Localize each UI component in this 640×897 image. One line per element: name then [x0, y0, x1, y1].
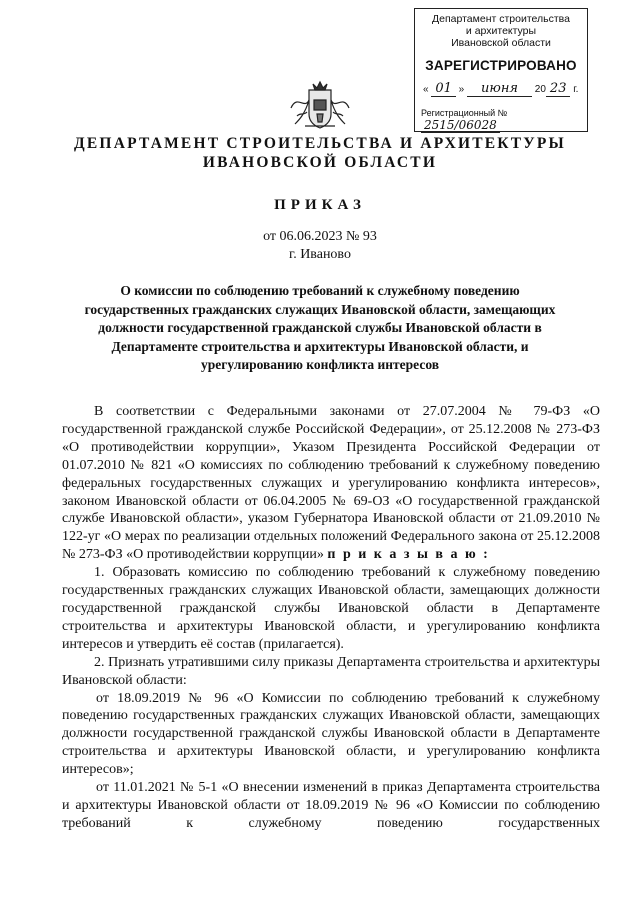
item-2: 2. Признать утратившими силу приказы Департамента строительства и архитектуры Ивановской области:: [62, 654, 600, 688]
stamp-date-day: 01: [431, 81, 456, 97]
order-title: О комиссии по соблюдению требований к служебному поведению государственных гражданских служащих Ивановской области, замещающих должности государственной гражданской службы Ивановской области в Департаменте строительства и архитектуры Ивановской области, и урегулированию конфликта интересов: [84, 283, 556, 372]
stamp-reg-label: Регистрационный №: [421, 108, 508, 118]
stamp-date-suffix: г.: [573, 84, 579, 95]
stamp-registered-label: ЗАРЕГИСТРИРОВАНО: [425, 58, 577, 73]
stamp-reg-value: 2515/06028: [421, 118, 500, 133]
stamp-organization: [415, 13, 587, 49]
order-body: [62, 403, 600, 833]
item-1: 1. Образовать комиссию по соблюдению требований к служебному поведению государственных гражданских служащих Ивановской области, замещающих должности государственной гражданской службы Ивановской области в Департаменте строительства и архитектуры Ивановской области, и урегулированию конфликта интересов и утвердить её состав (прилагается).: [62, 565, 600, 652]
stamp-date-open: «: [423, 84, 429, 95]
order-date-number: от 06.06.2023 № 93: [263, 229, 377, 244]
stamp-date: [423, 81, 581, 96]
preamble: [62, 403, 600, 564]
item-2b: от 11.01.2021 № 5-1 «О внесении изменений в приказ Департамента строительства и архитектуры Ивановской области от 18.09.2019 № 96 «О Комиссии по соблюдению требований к служебному поведению государственных: [62, 780, 600, 831]
stamp-date-year-prefix: 20: [534, 84, 546, 95]
coat-of-arms-icon: [287, 80, 353, 132]
stamp-reg-number: [421, 108, 583, 132]
preamble-text: В соответствии с Федеральными законами от 27.07.2004 № 79-ФЗ «О государственной гражданской службе Российской Федерации», от 25.12.2008 № 273-ФЗ «О противодействии коррупции», Указом Президента Российской Федерации от 01.07.2010 № 821 «О комиссиях по соблюдению требований к служебному поведению федеральных государственных служащих и урегулированию конфликта интересов», законом Ивановской области от 06.04.2005 № 69-ОЗ «О государственной гражданской службе Ивановской области», указом Губернатора Ивановской области от 21.09.2010 № 122-уг «О мерах по реализации отдельных положений Федерального закона от 25.12.2008 № 273-ФЗ «О противодействии коррупции»: [62, 404, 600, 563]
item-2a: от 18.09.2019 № 96 «О Комиссии по соблюдению требований к служебному поведению государственных гражданских служащих Ивановской области, замещающих должности государственной гражданской службы Ивановской области в Департаменте строительства и архитектуры Ивановской области, и урегулированию конфликта интересов»;: [62, 690, 600, 778]
stamp-org-line: Департамент строительства: [432, 13, 570, 25]
document-type: ПРИКАЗ: [274, 197, 366, 213]
stamp-date-mid: »: [458, 84, 465, 95]
city: г. Иваново: [289, 247, 351, 262]
stamp-org-line: и архитектуры: [465, 25, 537, 37]
stamp-org-line: Ивановской области: [451, 37, 551, 49]
stamp-date-year: 23: [546, 81, 571, 97]
stamp-date-month: июня: [467, 81, 532, 97]
prikazyvayu: п р и к а з ы в а ю :: [327, 547, 490, 563]
registration-stamp: [414, 8, 588, 132]
department-name-line2: ИВАНОВСКОЙ ОБЛАСТИ: [202, 154, 438, 171]
department-name-line1: ДЕПАРТАМЕНТ СТРОИТЕЛЬСТВА И АРХИТЕКТУРЫ: [74, 135, 566, 152]
